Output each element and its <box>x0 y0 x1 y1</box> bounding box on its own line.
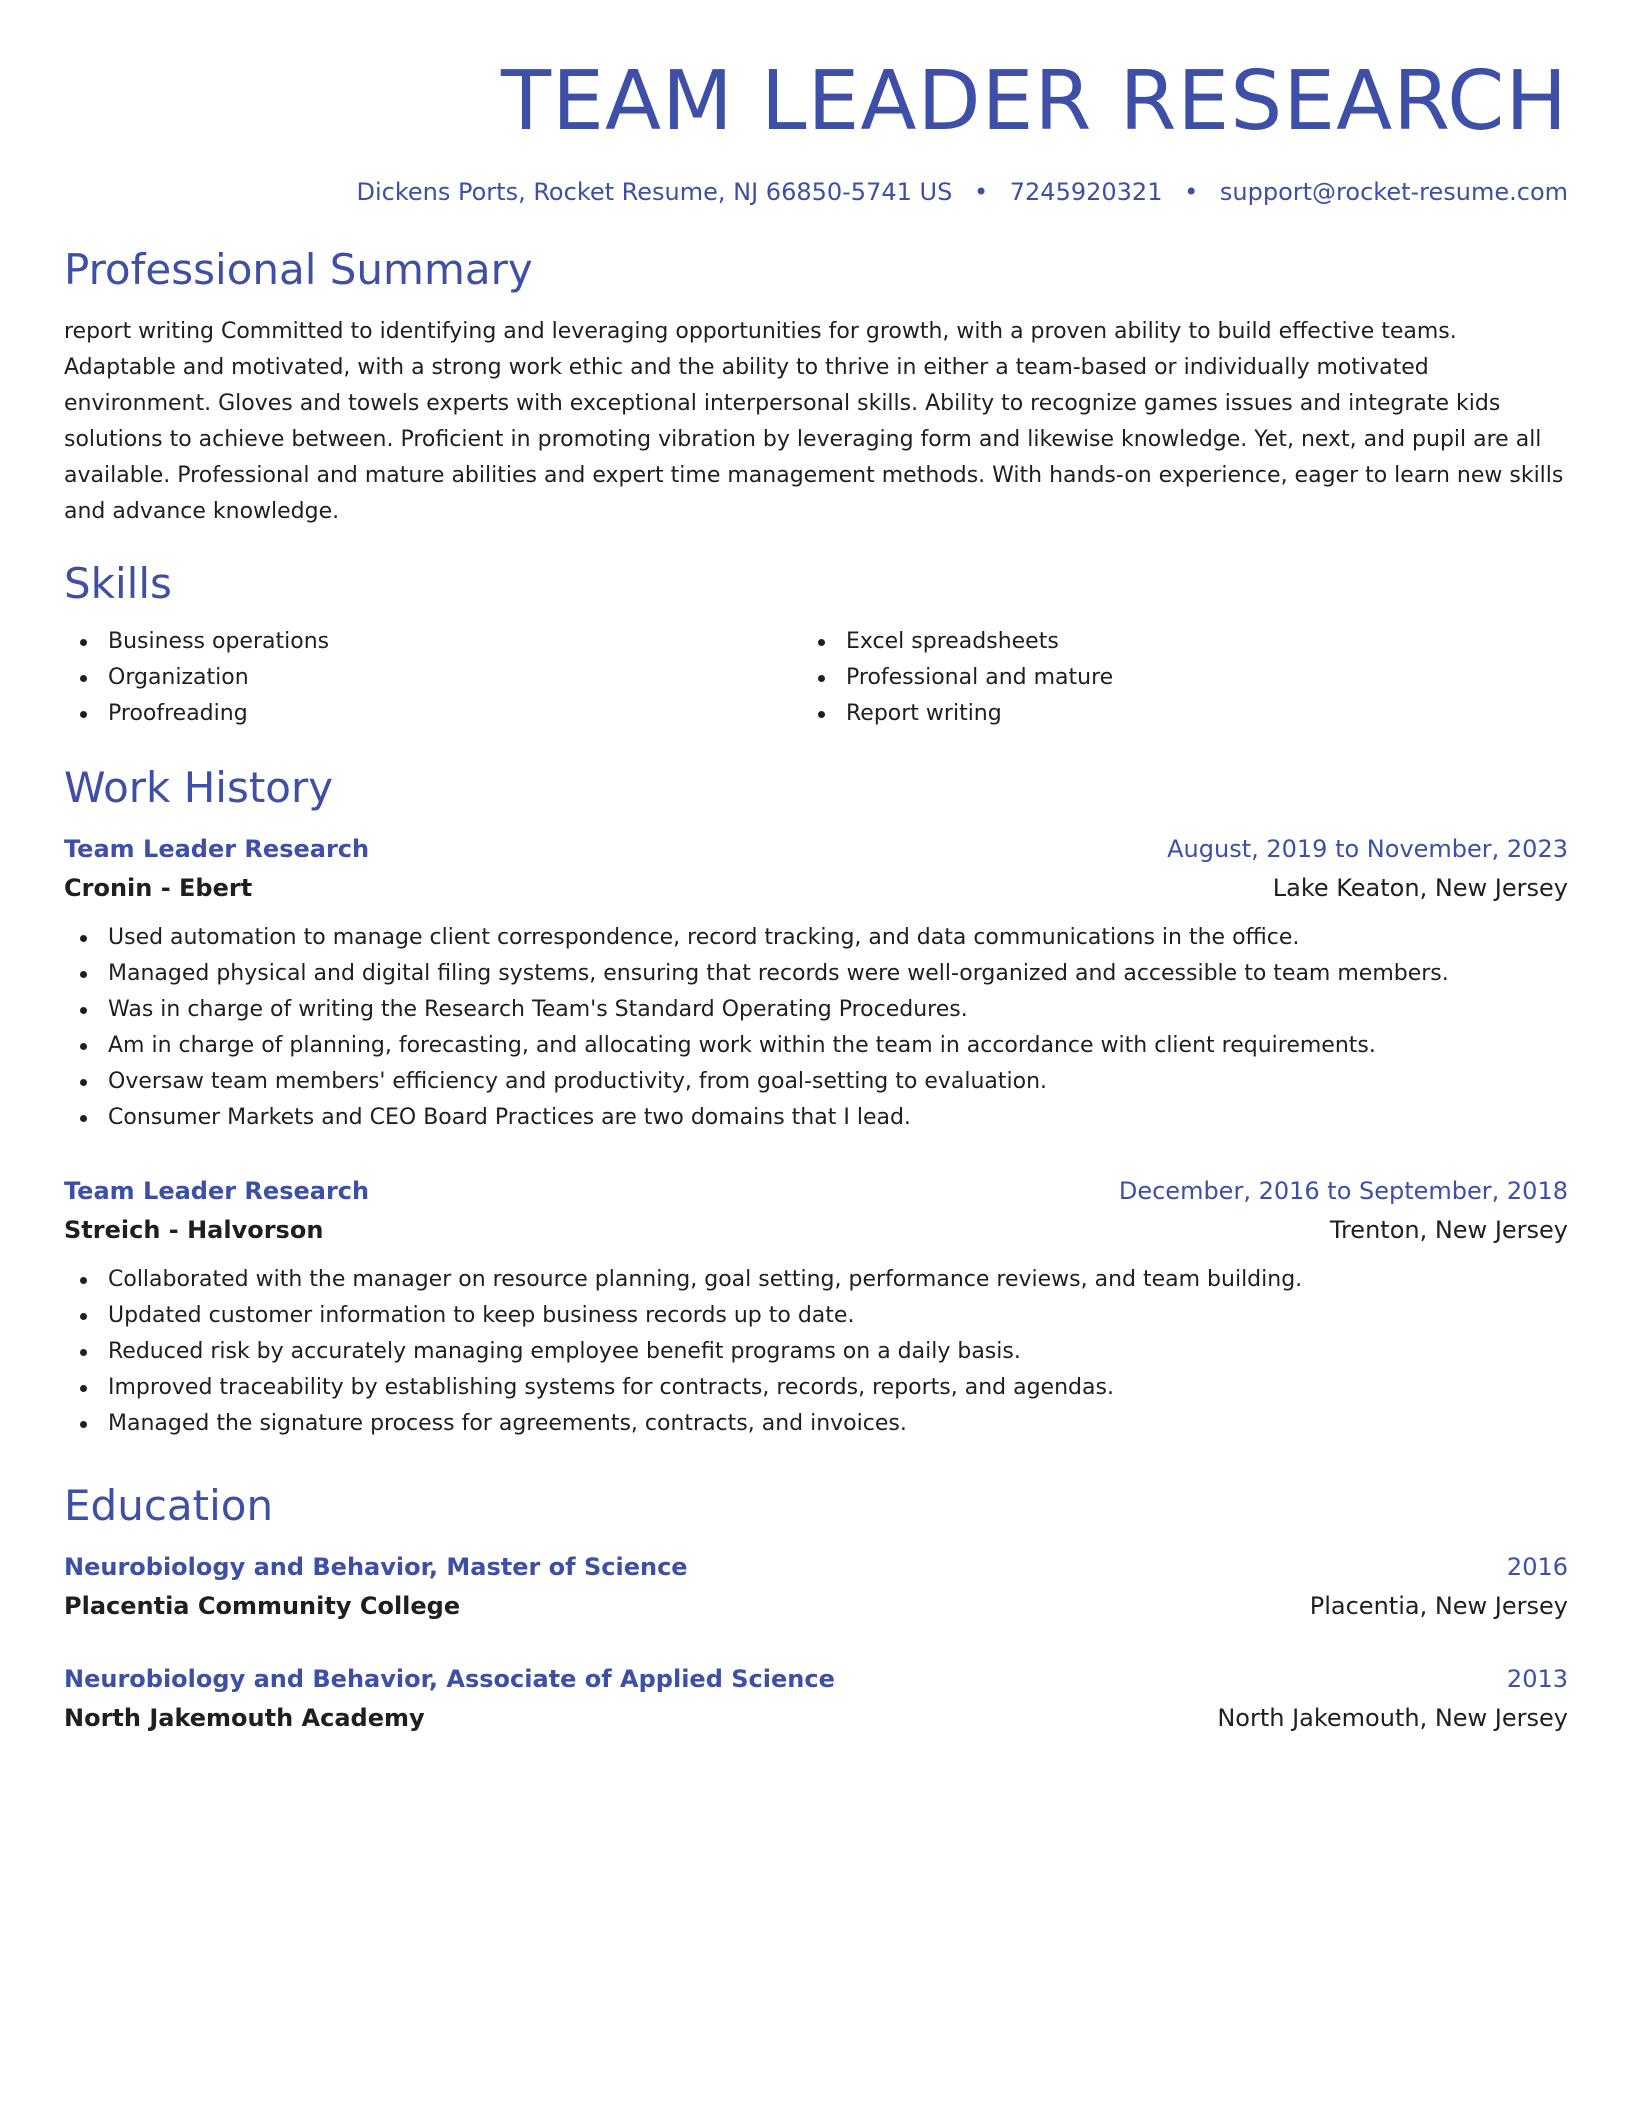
job-bullets <box>64 1262 1568 1442</box>
skills-section <box>64 558 1568 732</box>
resume-header <box>64 0 1568 208</box>
job-company: Streich - Halvorson <box>64 1216 324 1244</box>
job-dates: August, 2019 to November, 2023 <box>1167 835 1568 863</box>
job-bullet: Consumer Markets and CEO Board Practices are two domains that I lead. <box>64 1100 1568 1136</box>
skill-item: Professional and mature <box>802 660 1540 696</box>
candidate-name: TEAM LEADER RESEARCH <box>501 54 1568 149</box>
job-bullet: Managed the signature process for agreements, contracts, and invoices. <box>64 1406 1568 1442</box>
education-entry <box>64 1548 1568 1626</box>
job-bullet: Reduced risk by accurately managing employee benefit programs on a daily basis. <box>64 1334 1568 1370</box>
summary-section <box>64 244 1568 530</box>
job-location: Trenton, New Jersey <box>1329 1216 1568 1244</box>
section-title-summary: Professional Summary <box>64 245 533 294</box>
job-header-row <box>64 830 1568 868</box>
education-year: 2016 <box>1506 1553 1568 1581</box>
job-bullet: Improved traceability by establishing systems for contracts, records, reports, and agendas. <box>64 1370 1568 1406</box>
job-company-row <box>64 1210 1568 1250</box>
job-bullet: Collaborated with the manager on resource planning, goal setting, performance reviews, and team building. <box>64 1262 1568 1298</box>
education-school-row <box>64 1698 1568 1738</box>
work-history-section <box>64 762 1568 1442</box>
skill-item: Report writing <box>802 696 1540 732</box>
job-header-row <box>64 1172 1568 1210</box>
job-title: Team Leader Research <box>64 835 370 863</box>
education-entry <box>64 1660 1568 1738</box>
contact-email: support@rocket-resume.com <box>1219 178 1568 206</box>
skills-columns <box>64 624 1568 732</box>
job-bullet: Oversaw team members' efficiency and productivity, from goal-setting to evaluation. <box>64 1064 1568 1100</box>
skill-item: Excel spreadsheets <box>802 624 1540 660</box>
job-bullet: Managed physical and digital filing systems, ensuring that records were well-organized and accessible to team members. <box>64 956 1568 992</box>
job-location: Lake Keaton, New Jersey <box>1272 874 1568 902</box>
job-entry <box>64 1172 1568 1442</box>
skill-item: Proofreading <box>64 696 802 732</box>
contact-separator: • <box>973 178 989 206</box>
job-company: Cronin - Ebert <box>64 874 253 902</box>
job-bullet: Updated customer information to keep business records up to date. <box>64 1298 1568 1334</box>
job-bullet: Was in charge of writing the Research Team's Standard Operating Procedures. <box>64 992 1568 1028</box>
section-title-education: Education <box>64 1481 274 1530</box>
education-section <box>64 1480 1568 1738</box>
section-title-work-history: Work History <box>64 763 334 812</box>
education-location: Placentia, New Jersey <box>1309 1592 1568 1620</box>
job-entry <box>64 830 1568 1136</box>
contact-line <box>64 176 1568 208</box>
skill-item: Business operations <box>64 624 802 660</box>
job-title: Team Leader Research <box>64 1177 370 1205</box>
education-header-row <box>64 1660 1568 1698</box>
education-degree: Neurobiology and Behavior, Master of Science <box>64 1553 688 1581</box>
education-school-row <box>64 1586 1568 1626</box>
education-year: 2013 <box>1506 1665 1568 1693</box>
summary-text: report writing Committed to identifying and leveraging opportunities for growth, with a proven ability to build effective teams. Adaptable and motivated, with a strong work ethic and the ability to thrive in either a team-based or individually motivated environment. Gloves and towels experts with exceptional interpersonal skills. Ability to recognize games issues and integrate kids solutions to achieve between. Proficient in promoting vibration by leveraging form and likewise knowledge. Yet, next, and pupil are all available. Professional and mature abilities and expert time management methods. With hands-on experience, eager to learn new skills and advance knowledge. <box>64 319 1564 524</box>
job-bullet: Am in charge of planning, forecasting, and allocating work within the team in accordance with client requirements. <box>64 1028 1568 1064</box>
job-company-row <box>64 868 1568 908</box>
job-dates: December, 2016 to September, 2018 <box>1118 1177 1568 1205</box>
contact-phone: 7245920321 <box>1009 178 1163 206</box>
job-bullets <box>64 920 1568 1136</box>
contact-separator: • <box>1184 178 1199 206</box>
skills-column-right <box>802 624 1540 732</box>
contact-address: Dickens Ports, Rocket Resume, NJ 66850-5741 US <box>356 178 953 206</box>
skills-column-left <box>64 624 802 732</box>
education-degree: Neurobiology and Behavior, Associate of Applied Science <box>64 1665 835 1693</box>
skill-item: Organization <box>64 660 802 696</box>
education-location: North Jakemouth, New Jersey <box>1217 1704 1568 1732</box>
section-title-skills: Skills <box>64 559 172 608</box>
education-school: North Jakemouth Academy <box>64 1704 425 1732</box>
job-bullet: Used automation to manage client correspondence, record tracking, and data communications in the office. <box>64 920 1568 956</box>
education-school: Placentia Community College <box>64 1592 461 1620</box>
education-header-row <box>64 1548 1568 1586</box>
